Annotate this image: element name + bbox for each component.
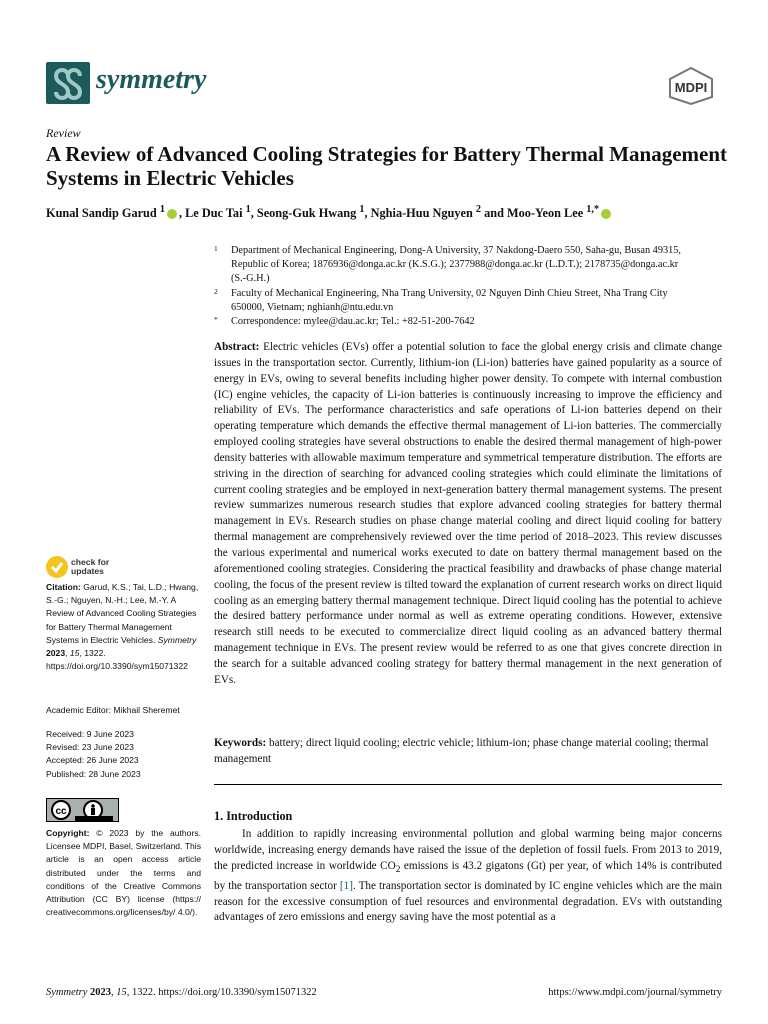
intro-paragraph: In addition to rapidly increasing environmental pollution and global warming being major concerns worldwide, increasing energy demands have raised the issue of the depletion of fossil fuels. From 2013 to 2019, the predicted increase in worldwide $CO_2$ emissions is 43.2 gigatons (Gt) per year, of which 14% is contributed by the transportation sector [1]. The transportation sector is dominated by IC engine vehicles which are the main reason for the excessive consumption of fuel resources and environmental degradation. EVs with outstanding advantages of zero emissions and energy saving have the most potential as a — [214, 828, 722, 924]
affiliation: 1 Department of Mechanical Engineering, Dong-A University, 37 Nakdong-Daero 550, Saha-gu, Busan 49315, Republic of Korea; 1876936@donga.ac.kr (K.S.G.); 2377988@donga.ac.kr (L.D.T.); 2178735@donga.ac.kr (S.-G.H.) — [214, 244, 681, 285]
orcid-icon[interactable] — [167, 209, 177, 219]
author-aff: 1 — [159, 204, 165, 215]
keywords-label: Keywords: — [214, 737, 267, 749]
published-date: Published: 28 June 2023 — [46, 768, 141, 779]
reference-link[interactable]: [1] — [339, 879, 353, 892]
article-type: Review — [46, 126, 81, 140]
affiliations — [214, 244, 694, 329]
check-for-updates-badge[interactable]: check for updates — [46, 556, 109, 578]
citation: Citation: Garud, K.S.; Tai, L.D.; Hwang, S.-G.; Nguyen, N.-H.; Lee, M.-Y. A Review of Advanced Cooling Strategies for Battery Thermal Management Systems in Electric Vehicles. Symmetry 2023, 15, 1322. https://doi.org/10.3390/sym15071322 — [46, 582, 199, 672]
correspondence: * Correspondence: mylee@dau.ac.kr; Tel.: +82-51-200-7642 — [214, 315, 475, 328]
svg-text:cc: cc — [55, 806, 67, 817]
section-heading: 1. Introduction — [214, 809, 293, 823]
abstract — [214, 340, 722, 689]
accepted-date: Accepted: 26 June 2023 — [46, 755, 139, 766]
orcid-icon[interactable] — [601, 209, 611, 219]
author-name: Kunal Sandip Garud — [46, 206, 157, 221]
revised-date: Revised: 23 June 2023 — [46, 742, 134, 753]
affiliation: 2 Faculty of Mechanical Engineering, Nha Trang University, 02 Nguyen Dinh Chieu Street, Nha Trang City 650000, Vietnam; nghianh@ntu.edu.vn — [214, 286, 668, 313]
divider — [214, 784, 722, 785]
journal-logo — [46, 62, 90, 104]
author-name: Nghia-Huu Nguyen — [370, 206, 473, 221]
copyright: Copyright: © 2023 by the authors. Licensee MDPI, Basel, Switzerland. This article is an open access article distributed under the terms and conditions of the Creative Commons Attribution (CC BY) license (https:// creativecommons.org/licenses/by/ 4.0/). — [46, 828, 202, 918]
journal-name: symmetry — [96, 64, 207, 95]
keywords-text: battery; direct liquid cooling; electric vehicle; lithium-ion; phase change material cooling; thermal management — [214, 737, 709, 765]
author-list: Kunal Sandip Garud $^1$ , Le Duc Tai $^1$, Seong-Guk Hwang $^1$, Nghia-Huu Nguyen $^2$ and Moo-Yeon Lee $^{1,*}$ — [46, 204, 736, 221]
academic-editor: Academic Editor: Mikhail Sheremet — [46, 705, 180, 715]
author-name: Seong-Guk Hwang — [256, 206, 357, 221]
received-date: Received: 9 June 2023 — [46, 729, 134, 739]
abstract-label: Abstract: — [214, 341, 260, 353]
dates — [46, 728, 201, 781]
keywords — [214, 736, 722, 768]
author-name: Le Duc Tai — [185, 206, 243, 221]
publisher-logo — [666, 66, 716, 106]
page-title: A Review of Advanced Cooling Strategies for Battery Thermal Management Systems in Electric Vehicles — [46, 142, 728, 190]
cc-by-license-icon[interactable] — [46, 798, 119, 822]
footer-journal-url[interactable]: https://www.mdpi.com/journal/symmetry — [548, 987, 722, 998]
author-name: Moo-Yeon Lee — [507, 206, 584, 221]
check-icon — [46, 556, 68, 578]
publisher-name: MDPI — [674, 80, 708, 95]
abstract-text: Electric vehicles (EVs) offer a potential solution to face the global energy crisis and climate change issues in the transportation sector. Currently, lithium-ion (Li-ion) batteries have gained popularity as a source of energy in EVs, owing to several benefits including higher power density. To compete with internal combustion (IC) engine vehicles, the capacity of Li-ion batteries is continuously increasing to improve the efficiency and reliability of EVs. The performance characteristics and safe operations of Li-ion batteries depend on their operating temperature which demands the effective thermal management of Li-ion batteries. The commercially employed cooling strategies have several obstructions to enable the desired thermal management of high-power density batteries with allowable maximum temperature and symmetrical temperature distribution. The efforts are striving in the direction of searching for advanced cooling strategies which could eliminate the limitations of current cooling strategies and be employed in next-generation battery thermal management systems. The present review summarizes numerous research studies that explore advanced cooling strategies for battery thermal management in EVs. Research studies on phase change material cooling and direct liquid cooling for battery thermal management are comprehensively reviewed over the time period of 2018–2023. This review discusses the various experimental and numerical works executed to date on battery thermal management based on the aforementioned cooling strategies. Considering the practical feasibility and drawbacks of phase change material cooling, the focus of the present review is tilted toward the explanation of current research works on direct liquid cooling as an emerging battery thermal management technique. Direct liquid cooling has the potential to achieve the desired battery performance under normal as well as extreme operating conditions. However, extensive research still needs to be executed to commercialize direct liquid cooling as an advanced battery thermal management technique in EVs. The present review would be referred to as one that gives concrete direction in the search for a suitable advanced cooling strategy for battery thermal management in the next generation of EVs. — [214, 341, 722, 686]
footer-citation: Symmetry 2023, 15, 1322. https://doi.org/10.3390/sym15071322 — [46, 987, 317, 998]
